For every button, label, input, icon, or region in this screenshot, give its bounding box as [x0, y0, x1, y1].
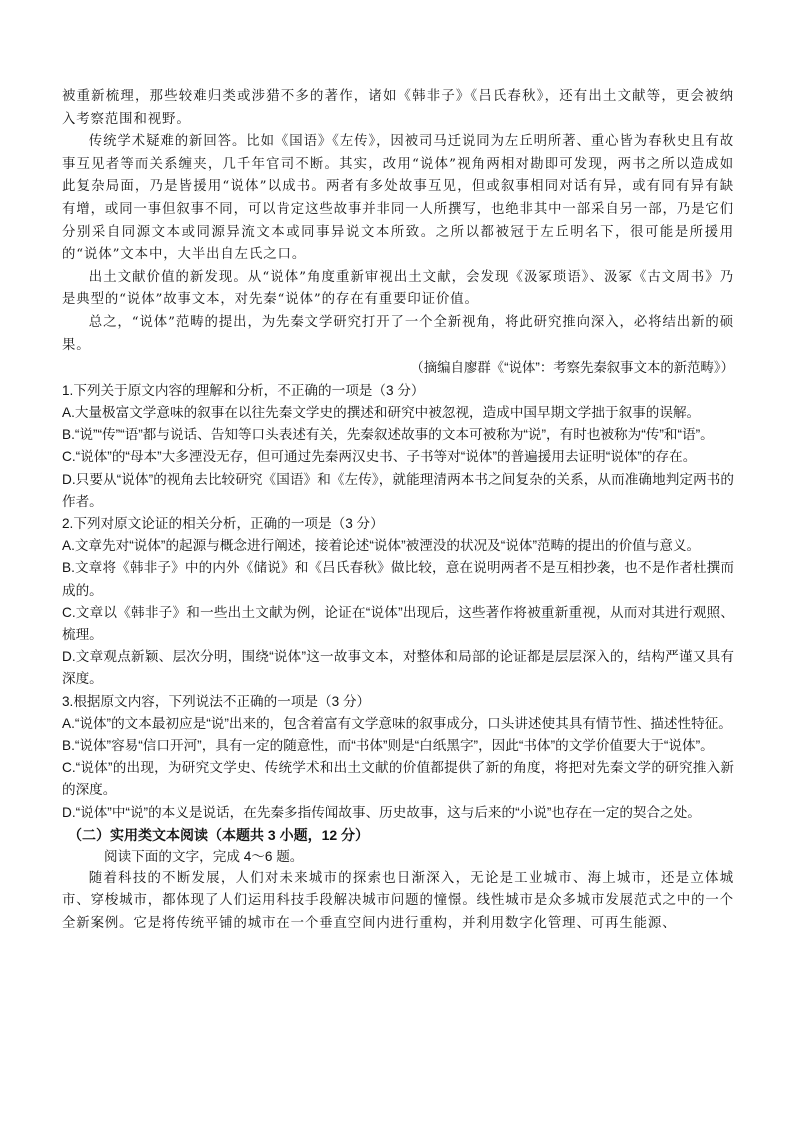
option-c: C.文章以《韩非子》和一些出土文献为例，论证在“说体”出现后，这些著作将被重新重视，从而对其进行观照、梳理。: [62, 604, 734, 642]
option-d: D.只要从“说体”的视角去比较研究《国语》和《左传》，就能理清两本书之间复杂的关系，从而准确地判定两书的作者。: [62, 471, 734, 509]
option-a: A.文章先对“说体”的起源与概念进行阐述，接着论述“说体”被湮没的状况及“说体”范畴的提出的价值与意义。: [62, 538, 701, 554]
passage-paragraph: 随着科技的不断发展，人们对未来城市的探索也日渐深入，无论是工业城市、海上城市，还是立体城市、穿梭城市，都体现了人们运用科技手段解决城市问题的憧憬。线性城市是众多城市发展范式之中的一个全新案例。它是将传统平铺的城市在一个垂直空间内进行重构，并利用数字化管理、可再生能源、: [62, 870, 734, 931]
question-1: [62, 380, 734, 513]
section-instruction: 阅读下面的文字，完成 4～6 题。: [104, 848, 304, 864]
option-d: D.文章观点新颖、层次分明，围绕“说体”这一故事文本，对整体和局部的论证都是层层深入的，结构严谨又具有深度。: [62, 649, 734, 687]
question-3: [62, 691, 734, 824]
option-c: C.“说体”的出现，为研究文学史、传统学术和出土文献的价值都提供了新的角度，将把对先秦文学的研究推入新的深度。: [62, 760, 734, 798]
question-stem: 3.根据原文内容，下列说法不正确的一项是（3 分）: [62, 693, 371, 709]
option-b: B.“说”“传”“语”都与说话、告知等口头表述有关，先秦叙述故事的文本可被称为“说”，有时也被称为“传”和“语”。: [62, 427, 714, 443]
passage-paragraph: 被重新梳理，那些较难归类或涉猎不多的著作，诸如《韩非子》《吕氏春秋》，还有出土文献等，更会被纳入考察范围和视野。: [62, 89, 734, 127]
option-d: D.“说体”中“说”的本义是说话，在先秦多指传闻故事、历史故事，这与后来的“小说”也存在一定的契合之处。: [62, 804, 701, 820]
question-2: [62, 513, 734, 691]
question-stem: 1.下列关于原文内容的理解和分析，不正确的一项是（3 分）: [62, 382, 425, 398]
passage-source: （摘编自廖群《“说体”：考察先秦叙事文本的新范畴》）: [410, 360, 734, 376]
passage-paragraph: 总之，“说体”范畴的提出，为先秦文学研究打开了一个全新视角，将此研究推向深入，必将结出新的硕果。: [62, 314, 734, 353]
passage-paragraph: 传统学术疑难的新回答。比如《国语》《左传》，因被司马迁说同为左丘明所著、重心皆为春秋史且有故事互见者等而关系缠夹，几千年官司不断。其实，改用“说体”视角两相对勘即可发现，两书之所以造成如此复杂局面，乃是皆援用“说体”以成书。两者有多处故事互见，但或叙事相同对话有异，或有同有异有缺有增，或同一事但叙事不同，可以肯定这些故事并非同一人所撰写，也绝非其中一部采自另一部，乃是它们分别采自同源文本或同源异流文本或同事异说文本所致。之所以都被冠于左丘明名下，很可能是所援用的“说体”文本中，大半出自左氏之口。: [62, 134, 734, 263]
question-stem: 2.下列对原文论证的相关分析，正确的一项是（3 分）: [62, 515, 384, 531]
section-heading: （二）实用类文本阅读（本题共 3 小题，12 分）: [68, 826, 370, 843]
option-b: B.“说体”容易“信口开河”，具有一定的随意性，而“书体”则是“白纸黑字”，因此“书体”的文学价值要大于“说体”。: [62, 737, 714, 753]
exam-page: [62, 86, 734, 936]
passage-paragraph: 出土文献价值的新发现。从“说体”角度重新审视出土文献，会发现《汲冢琐语》、汲冢《古文周书》乃是典型的“说体”故事文本，对先秦“说体”的存在有重要印证价值。: [62, 269, 734, 308]
option-a: A.大量极富文学意味的叙事在以往先秦文学史的撰述和研究中被忽视，造成中国早期文学拙于叙事的误解。: [62, 404, 701, 420]
option-c: C.“说体”的“母本”大多湮没无存，但可通过先秦两汉史书、子书等对“说体”的普遍援用去证明“说体”的存在。: [62, 449, 697, 465]
option-b: B.文章将《韩非子》中的内外《储说》和《吕氏春秋》做比较，意在说明两者不是互相抄袭，也不是作者杜撰而成的。: [62, 560, 734, 598]
option-a: A.“说体”的文本最初应是“说”出来的，包含着富有文学意味的叙事成分，口头讲述使其具有情节性、描述性特征。: [62, 715, 732, 731]
